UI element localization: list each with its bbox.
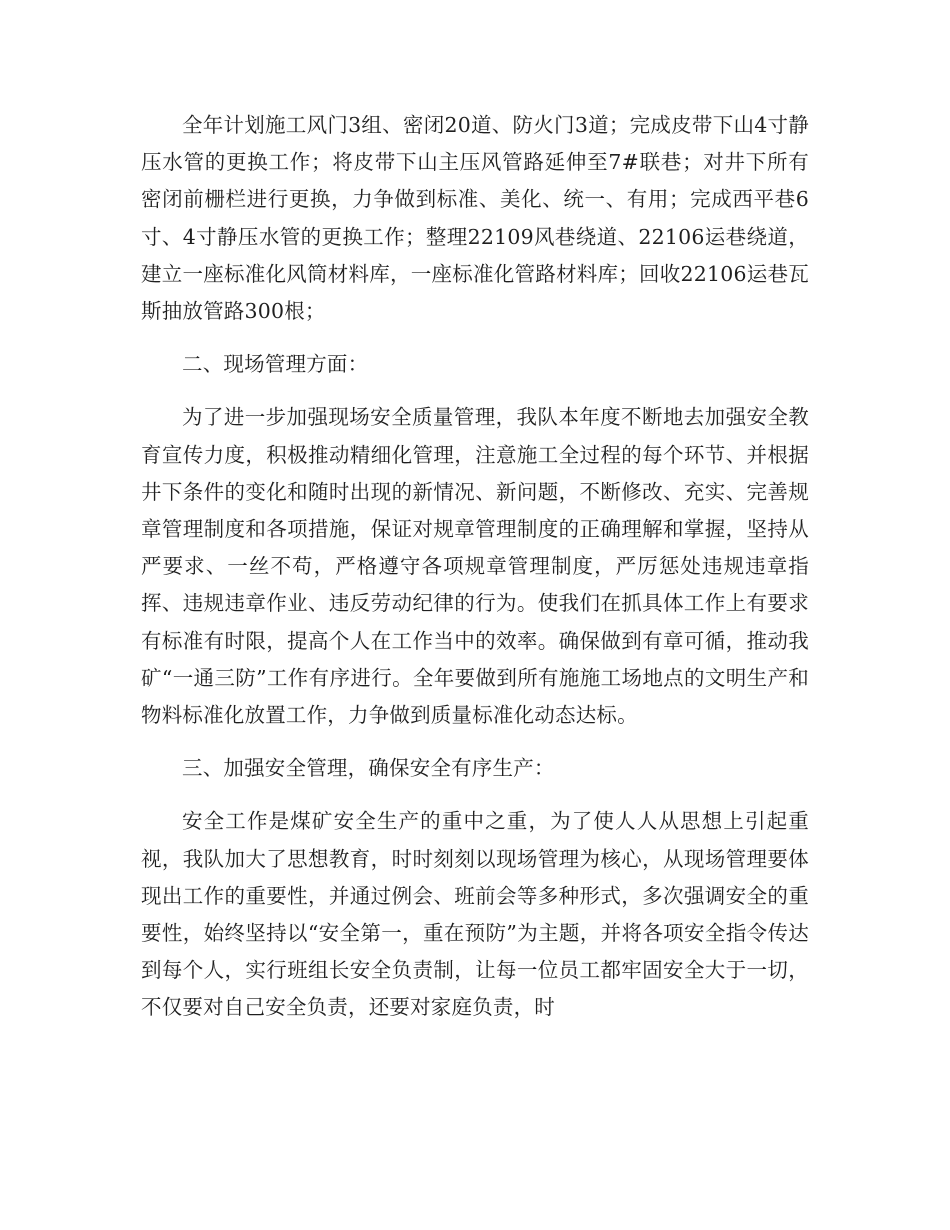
paragraph-construction-plan: 全年计划施工风门3组、密闭20道、防火门3道；完成皮带下山4寸静压水管的更换工作；将皮带下山主压风管路延伸至7#联巷；对井下所有密闭前栅栏进行更换，力争做到标准、美化、统一、有用；完成西平巷6寸、4寸静压水管的更换工作；整理22109风巷绕道、22106运巷绕道，建立一座标准化风筒材料库，一座标准化管路材料库；回收22106运巷瓦斯抽放管路300根；	[141, 113, 809, 324]
document-body	[141, 107, 809, 1027]
section-heading-site-management: 二、现场管理方面：	[182, 352, 369, 377]
paragraph-safety-management: 安全工作是煤矿安全生产的重中之重，为了使人人从思想上引起重视，我队加大了思想教育，时时刻刻以现场管理为核心，从现场管理要体现出工作的重要性，并通过例会、班前会等多种形式，多次强调安全的重要性，始终坚持以“安全第一，重在预防”为主题，并将各项安全指令传达到每个人，实行班组长安全负责制，让每一位员工都牢固安全大于一切，不仅要对自己安全负责，还要对家庭负责，时	[141, 809, 809, 1020]
section-heading-safety-management: 三、加强安全管理，确保安全有序生产：	[182, 756, 555, 781]
paragraph-site-management: 为了进一步加强现场安全质量管理，我队本年度不断地去加强安全教育宣传力度，积极推动精细化管理，注意施工全过程的每个环节、并根据井下条件的变化和随时出现的新情况、新问题，不断修改、充实、完善规章管理制度和各项措施，保证对规章管理制度的正确理解和掌握，坚持从严要求、一丝不苟，严格遵守各项规章管理制度，严厉惩处违规违章指挥、违规违章作业、违反劳动纪律的行为。使我们在抓具体工作上有要求有标准有时限，提高个人在工作当中的效率。确保做到有章可循，推动我矿“一通三防”工作有序进行。全年要做到所有施施工场地点的文明生产和物料标准化放置工作，力争做到质量标准化动态达标。	[141, 405, 809, 728]
